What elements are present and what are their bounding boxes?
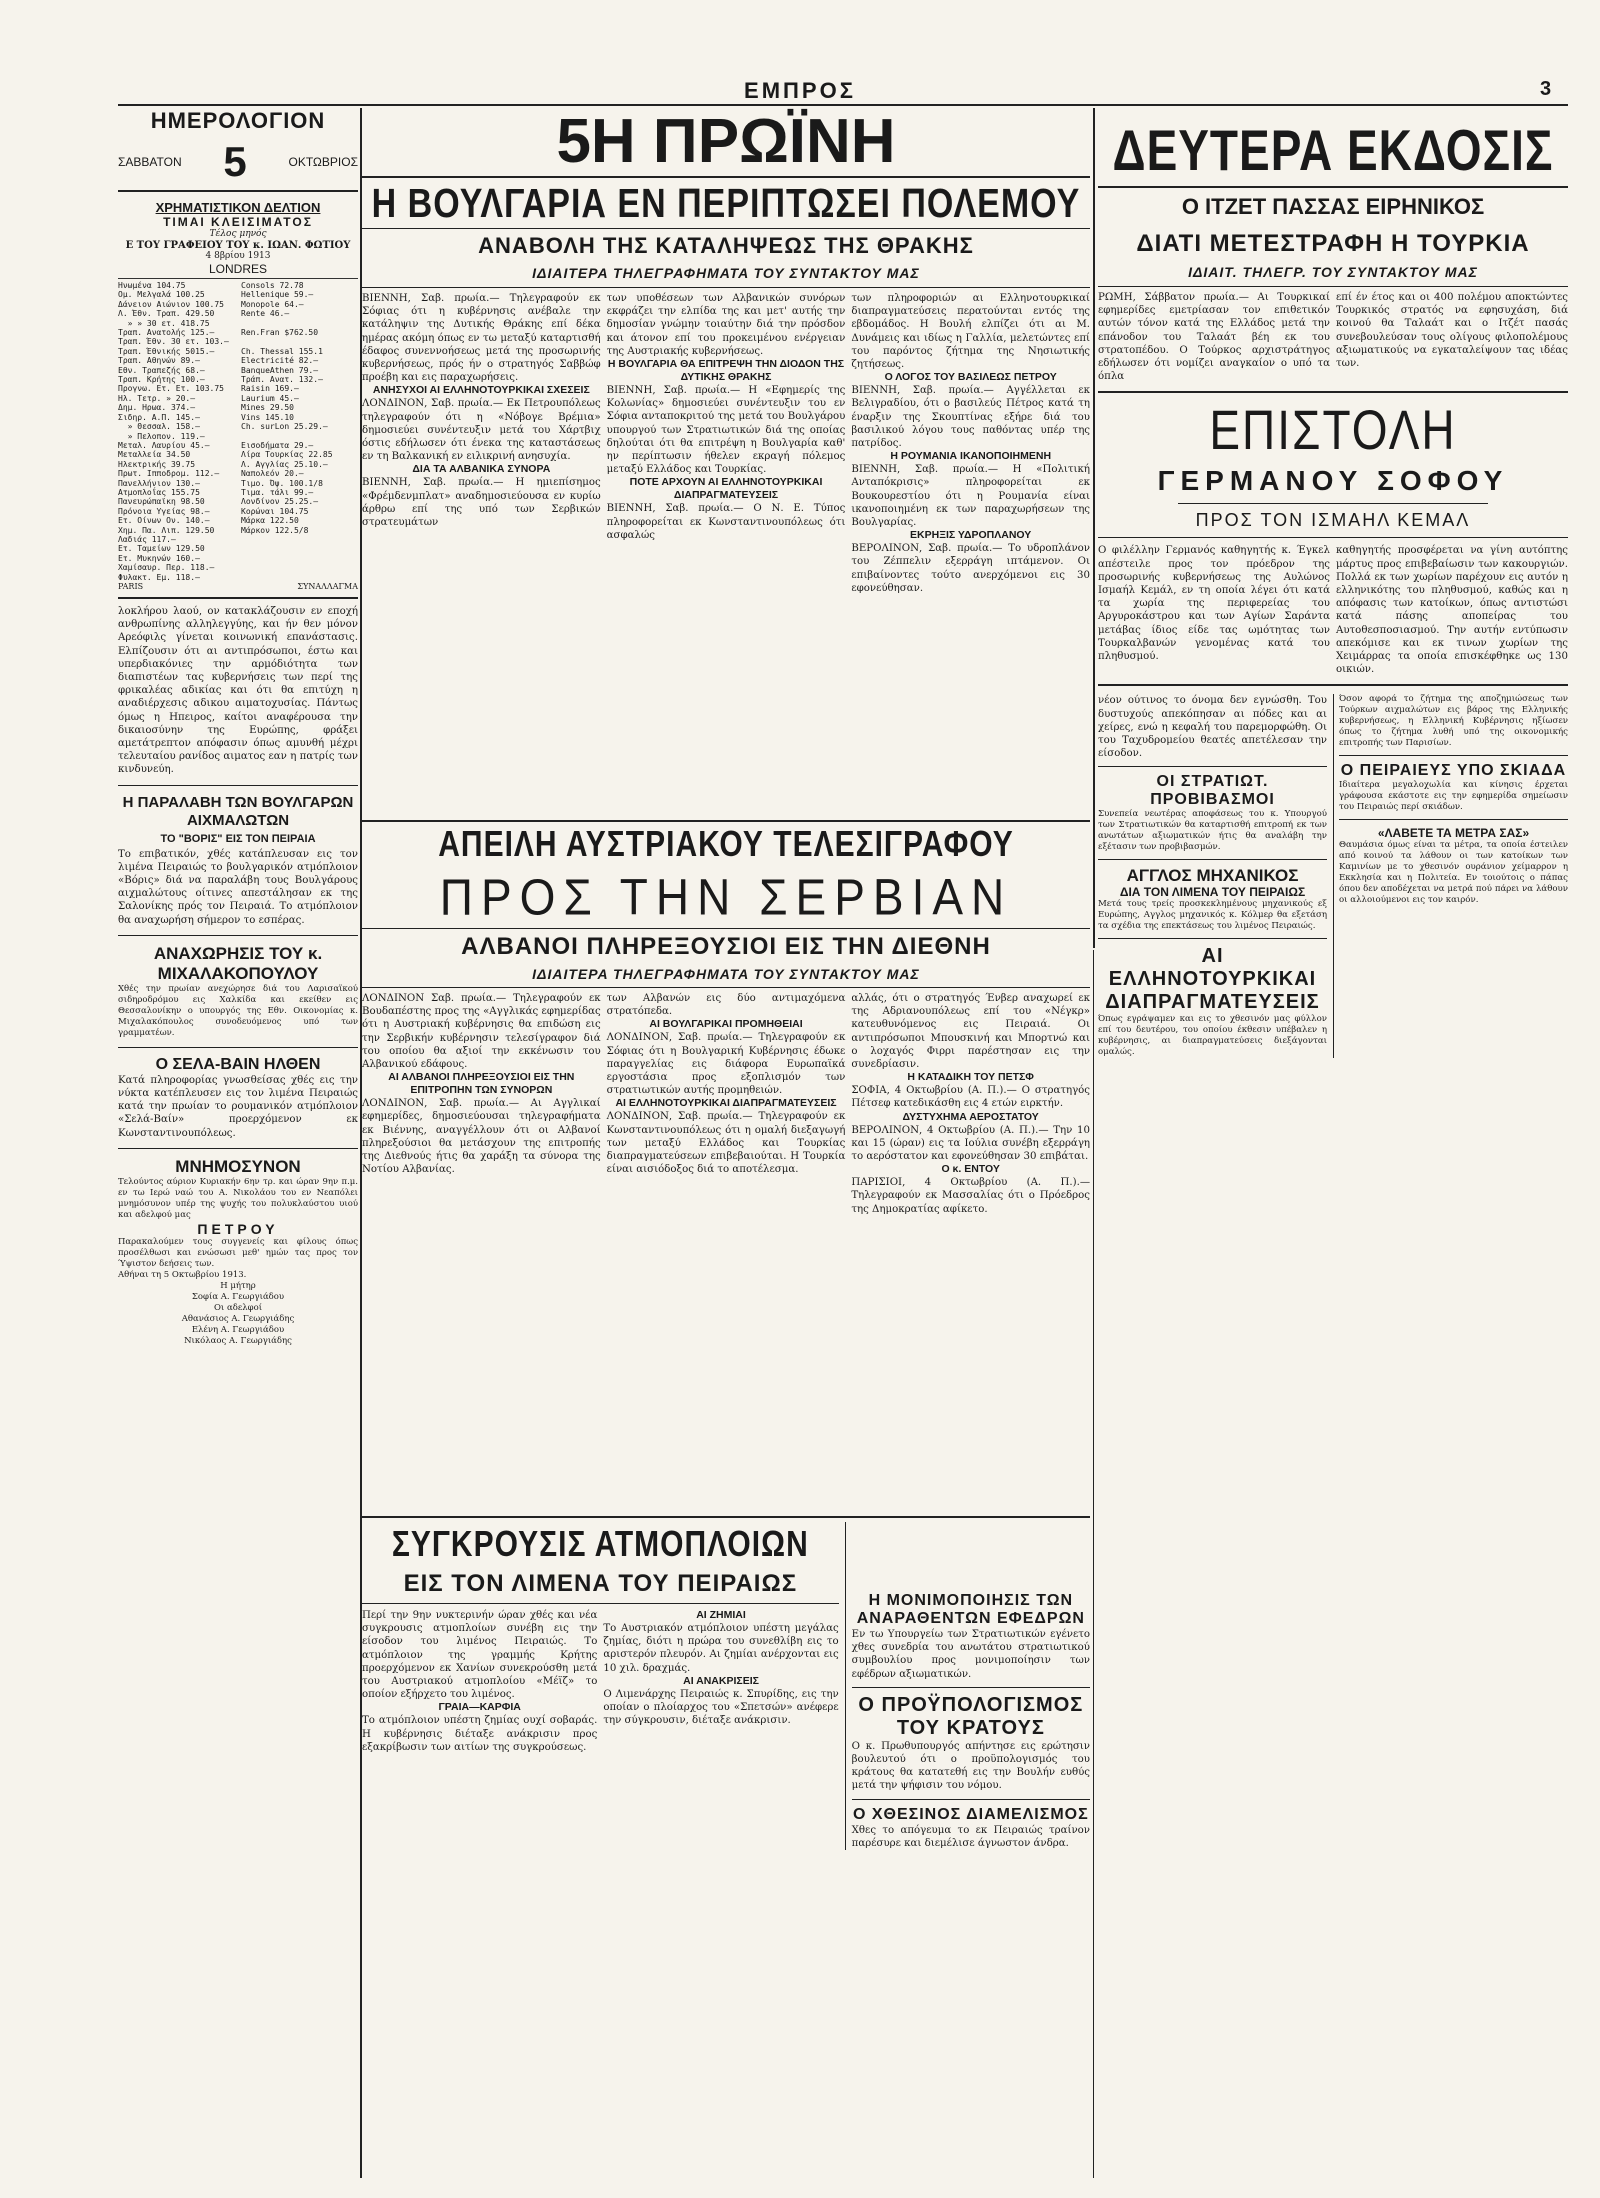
main-col-2-text-b: ΒΙΕΝΝΗ, Σαβ. πρωία.— Η «Εφημερίς της Κολωνίας» δημοσιεύει συνέντευξιν του εν Σόφια ανταποκριτού της μετά του Βουλγάρου υπουργού των Στρατιωτικών διά της οποίας δηλούται ότι θα επιτρέψη η Βουλγαρία καθ' ην περίπτωσιν ήθελεν εκραγή πόλεμος μεταξύ Ελλάδος και Τουρκίας. — [606, 385, 846, 476]
collision-story — [362, 1522, 1090, 1850]
austria-story — [362, 824, 1091, 1216]
letter-col-1: Ο φιλέλλην Γερμανός καθηγητής κ. Έγκελ απέστειλε προς τον πρόεδρον της προσωρινής κυβερνήσεως της Αυλώνος Ισμαήλ Κεμάλ, εν τη οποία λέγει ότι κατά τα χωρία της περιφερείας του Αργυροκάστρου και των Αγίων Σαράντα μετάβας ίδιος είδε τας ωμότητας των Τουρκαλβανών γενομένας κατά του πληθυσμού. — [1098, 545, 1330, 663]
main-col-2-text-c: ΒΙΕΝΝΗ, Σαβ. πρωία.— Ο Ν. Ε. Τύπος πληροφορείται εκ Κωνσταντινουπόλεως ότι ασφαλώς — [606, 503, 846, 541]
exchange-line3: 4 8βρίου 1913 — [205, 251, 271, 261]
exchange-sinallagma-label: ΣΥΝΑΛΛΑΓΜΑ — [297, 582, 358, 591]
thrace-subhead: ΑΝΑΒΟΛΗ ΤΗΣ ΚΑΤΑΛΗΨΕΩΣ ΤΗΣ ΘΡΑΚΗΣ — [478, 233, 974, 258]
column-rule-2 — [1093, 108, 1095, 948]
budget-headline: Ο ΠΡΟΫΠΟΛΟΓΙΣΜΟΣ ΤΟΥ ΚΡΑΤΟΥΣ — [858, 1693, 1084, 1739]
main-col-3 — [851, 292, 1090, 595]
sela-headline: Ο ΣΕΛΑ-ΒΑΙΝ ΗΛΘΕΝ — [155, 1055, 321, 1073]
main-col-1-text: ΒΙΕΝΝΗ, Σαβ. πρωία.— Τηλεγραφούν εκ Σόφιας ότι η κυβέρνησις ανέβαλε την κατάληψιν της Δυτικής Θράκης επί δέκα ημέρας ακόμη όπως εν τω μεταξύ καταρτισθή έδαφος συνεννοήσεως μετά της προσωρινής κυβερνήσεως, πρός ήν ο στρατηγός Σαββώφ προέβη και εις παραχωρήσεις. — [362, 293, 601, 384]
main-col-1-text-b: ΛΟΝΔΙΝΟΝ, Σαβ. πρωία.— Εκ Πετρουπόλεως τηλεγραφούν ότι η «Νόβογε Βρέμια» δημοσιεύει συνέντευξιν μετά του Χάρτβιχ όστις εδήλωσεν ότι ένεκα της καταστάσεως εν τη Βαλκανική εν ειλικρινή ανησυχία. — [362, 398, 601, 463]
memorial-date: Αθήναι τη 5 Οκτωβρίου 1913. — [118, 1269, 247, 1280]
dismemberment-text: Χθες το απόγευμα το εκ Πειραιώς τραίνον παρέσυρε και διεμέλισε άγνωστον άνδρα. — [851, 1824, 1090, 1849]
right-column — [1098, 108, 1568, 1058]
divider — [118, 935, 358, 936]
austria-top-rule — [362, 820, 1090, 822]
letter-col-2: καθηγητής προσφέρεται να γίνη αυτόπτης μάρτυς προς επιβεβαίωσιν των κακουργιών. Πολλά εκ των χωρίων παρέχουν εις αυτόν η ελληνικότης του πληθυσμού, καθώς και η απόφασις των κατοίκων, όπως αντιστώσι κατά πάσης αποπείρας του Αυτοθεσποσιασμού. Την αυτήν εντύπωσιν απεκόμισε και εκ τινων χωρίων της Χειμάρρας τα οποία επισκέφθηκε ως 130 οικιών. — [1336, 545, 1568, 676]
austria-col-1-text-b: ΛΟΝΔΙΝΟΝ, Σαβ. πρωία.— Αι Αγγλικαί εφημερίδες, δημοσιεύουσαι τηλεγραφήματα εκ Βιέννης, αναγγέλλουν ότι οι Αλβανοί πληρεξούσιοι θα μετάσχουν της επιτροπής της Διεθνούς ήτις θα χαράξη τα σύνορα της Νοτίου Αλβανίας. — [362, 1098, 601, 1176]
main-col-3-head-3: ΕΚΡΗΞΙΣ ΥΔΡΟΠΛΑΝΟΥ — [910, 529, 1032, 542]
prisoners-compensation-text: Όσον αφορά το ζήτημα της αποζημιώσεως των Τούρκων αιχμαλώτων εις βάρος της Ελληνικής κυβερνήσεως, η Ελληνική Κυβέρνησις ηξίωσεν όπως το ζήτημα λυθή υπό της οικονομικής επιτροπής των Παρισίων. — [1339, 694, 1568, 749]
departure-article: Χθές την πρωίαν ανεχώρησε διά του Λαρισαϊκού σιδηροδρόμου εις Χαλκίδα και εκείθεν εις Θεσσαλονίκην ο υπουργός της Εθν. Οικονομίας κ. Μιχαλακόπουλος συνοδευόμενος υπό των γραμματέων. — [118, 983, 358, 1038]
turkey-columns — [1098, 291, 1568, 383]
collision-col-2-head: ΑΙ ΖΗΜΙΑΙ — [696, 1609, 746, 1621]
divider — [118, 1148, 358, 1149]
exchange-line2: Ε ΤΟΥ ΓΡΑΦΕΙΟΥ ΤΟΥ κ. ΙΩΑΝ. ΦΩΤΙΟΥ — [125, 240, 351, 251]
collision-col-1-head: ΓΡΑΙΑ—ΚΑΡΦΙΑ — [438, 1701, 521, 1714]
memorial-name: ΠΕΤΡΟΥ — [197, 1220, 279, 1237]
memorial-signatories: Η μήτηρ Σοφία Α. Γεωργιάδου Οι αδελφοί Αθανάσιος Α. Γεωργιάδης Ελένη Α. Γεωργιάδου Νικόλαος Α. Γεωργιάδης — [181, 1280, 295, 1346]
rule — [1098, 766, 1327, 767]
letter-headline: ΕΠΙΣΤΟΛΗ — [1209, 399, 1457, 462]
izzet-headline: Ο ΙΤΖΕΤ ΠΑΣΣΑΣ ΕΙΡΗΝΙΚΟΣ — [1181, 194, 1485, 219]
left-column — [118, 108, 358, 1347]
letter-columns — [1098, 544, 1568, 676]
collision-col-1 — [362, 1609, 597, 1754]
rule — [362, 176, 1090, 178]
right-lower-columns — [1098, 694, 1568, 1058]
rule — [1098, 391, 1568, 393]
calendar-title: ΗΜΕΡΟΛΟΓΙΟΝ — [150, 108, 326, 133]
epirus-article: λοκλήρου λαού, ον κατακλάζουσιν εν εποχή ανθρωπίνης αλληλεγγύης, και ήν θεν μόνον Αρεόφιλς γίνεται κοινωνική επανάστασις. Ελπίζουσιν ότι αι αντιπρόσωποι, έστω και υπερδιακόνιες την αρμόδιότητα των διαπιστέων τας κυβερνήσεις των περί της φρικαλέας αδικίας και ότι θα επιτύχη η αναδιέρχεσις αδικου αιματοχυσίας. Πάντως όμως η Ηπειρος, καίτοι αναφέρουσα την δικαιοσύνην της Ευρώπης, φράξει αμετάτρεπτον απόφασιν όπως αμυνθή μέχρι τελευταίου ρανίδος αιματος εαν η πατρίς των κινδυνεύη. — [118, 606, 358, 776]
austria-col-3-head-3: Ο κ. ΕΝΤΟΥ — [941, 1163, 1000, 1176]
main-col-1-text-c: ΒΙΕΝΝΗ, Σαβ. πρωία.— Η ημιεπίσημος «Φρέμδενμπλατ» αναδημοσιεύουσα εν κυρίω άρθρω επί της υπό των Σερβικών στρατευμάτων — [362, 477, 601, 529]
departure-headline: ΑΝΑΧΩΡΗΣΙΣ ΤΟΥ κ. ΜΙΧΑΛΑΚΟΠΟΥΛΟΥ — [153, 943, 323, 983]
collision-subhead: ΕΙΣ ΤΟΝ ΛΙΜΕΝΑ ΤΟΥ ΠΕΙΡΑΙΩΣ — [403, 1570, 798, 1597]
collision-layout — [362, 1522, 1090, 1850]
engineer-subhead: ΔΙΑ ΤΟΝ ΛΙΜΕΝΑ ΤΟΥ ΠΕΙΡΑΙΩΣ — [1119, 885, 1306, 900]
turkey-col-2: επί έν έτος και οι 400 πολέμου αποκτώντες Τουρκικός στρατός να εφησυχάση, διά κοινού θα Ταλαάτ και ο Ιτζέτ πασάς συνεβουλεύσαν τους ολίγους φιλοπολέμους αξιωματικούς να εγκαταλείψουν τας ιδέας των. — [1336, 292, 1568, 370]
austria-telegrams-label: ΙΔΙΑΙΤΕΡΑ ΤΗΛΕΓΡΑΦΗΜΑΤΑ ΤΟΥ ΣΥΝΤΑΚΤΟΥ ΜΑΣ — [532, 966, 920, 982]
top-rule — [118, 104, 1568, 106]
main-col-3-text-c: ΒΙΕΝΝΗ, Σαβ. πρωία.— Η «Πολιτική Ανταπόκρισις» πληροφορείται εκ Βουκουρεστίου ότι η Ρουμανία είναι ικανοποιημένη εκ των παραχωρήσεων της Βουλγαρίας. — [851, 464, 1091, 529]
piraeus-text: Ιδιαίτερα μεγαλοχωλία και κίνησις έρχεται γράφουσα εκάστοτε εις την εφημερίδα σημείωσιν του Πειραιώς περί σκιάδων. — [1339, 780, 1568, 813]
promotions-text: Συνεπεία νεωτέρας αποφάσεως του κ. Υπουργού των Στρατιωτικών θα καταρτισθή επιτροπή εκ των ανωτάτων αξιωματικών ήτις θα αναλάβη την εξέτασιν των προβιβασμών. — [1098, 809, 1327, 853]
collision-headline: ΣΥΓΚΡΟΥΣΙΣ ΑΤΜΟΠΛΟΙΩΝ — [391, 1524, 809, 1565]
turkey-headline: ΔΙΑΤΙ ΜΕΤΕΣΤΡΑΦΗ Η ΤΟΥΡΚΙΑ — [1136, 230, 1530, 257]
exchange-paris-label: PARIS — [118, 582, 144, 591]
engineer-text: Μετά τους τρείς προσκεκλημένους μηχανικούς εξ Ευρώπης, Αγγλος μηχανικός κ. Κόλμερ θα εξετάση τα σχέδια της επεκτάσεως του λιμένος Πειραιώς. — [1098, 899, 1327, 932]
rule — [1098, 286, 1568, 287]
quote-text: Θαυμάσια όμως είναι τα μέτρα, τα οποία έστειλεν από κοινού τα λάθουν οι των κατοίκων των Καμινίων με το χθεσινόν ουράνιον χείμαρρον η Εκκλησία και η Πολιτεία. Εν τοιούτοις ο πάπας όπου δεν αποδέχεται να μετρά πού πάρει να λάθουν οι αλλοιούμενοι εις τον καιρόν. — [1339, 840, 1568, 906]
exchange-london-label: LONDRES — [208, 262, 267, 276]
collision-col-1-text-b: Το ατμόπλοιον υπέστη ζημίας ουχί σοβαράς. Η κυβέρνησις διέταξε ανάκρισιν προς εξακρίβωσιν των αιτίων της συγκρούσεως. — [362, 1715, 598, 1753]
prisoners-headline: Η ΠΑΡΑΛΑΒΗ ΤΩΝ ΒΟΥΛΓΑΡΩΝ ΑΙΧΜΑΛΩΤΩΝ — [122, 793, 354, 829]
divider — [118, 785, 358, 786]
main-col-2-head: Η ΒΟΥΛΓΑΡΙΑ ΘΑ ΕΠΙΤΡΕΨΗ ΤΗΝ ΔΙΟΔΟΝ ΤΗΣ ΔΥΤΙΚΗΣ ΘΡΑΚΗΣ — [607, 358, 845, 384]
page-number: 3 — [1540, 78, 1552, 100]
accident-text: νέον ούτινος το όνομα δεν εγνώσθη. Του δυστυχούς απεκόπησαν αι πόδες και αι χείρες, ενώ η κεφαλή του παρεμορφώθη. Οι του Ταχυδρομείου θεατές απετέλεσαν την είσοδον. — [1098, 695, 1327, 760]
exchange-col-athens: Ηνωμένα 104.75 Ομ. Μελγαλά 100.25 Δάνειον Αιώνιον 100.75 Λ. Έθν. Τραπ. 429.50 » » 30 ετ. 418.75 Τραπ. Ανατολής 125.— Τραπ. Έθν. 30 ετ. 103.— Τραπ. Έθνικής 5015.— Τραπ. Αθηνών 89.— Εθν. Τραπεζής 68.— Τραπ. Κρήτης 100.— Προγνω. Ετ. Ετ. 103.75 Ηλ. Τετρ. » 20.— Δημ. Ηρωα. 374.— Σιδηρ. Α.Π. 145.— » Θεσσαλ. 158.— » Πελοπον. 119.— Μεταλ. Λαυρίου 45.— Μεταλλεία 34.50 Ηλεκτρικής 39.75 Πρωτ. Ιπποδρομ. 112.— Πανελλήνιον 130.— Ατμοπλοΐας 155.75 Πανευρώπαϊκη 98.50 Πρόνοια Υγείας 98.— Ετ. Οίνων Ον. 140.— Χημ. Πα. Λιπ. 129.50 Λαδιάς 117.— Ετ. Ταμείων 129.50 Ετ. Μυκηνών 160.— Χαμίσαυρ. Περ. 118.— Φυλακτ. Εμ. 118.— — [118, 281, 229, 582]
main-story — [362, 108, 1090, 595]
telegrams-label: ΙΔΙΑΙΤΕΡΑ ΤΗΛΕΓΡΑΦΗΜΑΤΑ ΤΟΥ ΣΥΝΤΑΚΤΟΥ ΜΑΣ — [532, 265, 920, 281]
column-rule-2b — [1093, 950, 1094, 2178]
main-col-1 — [362, 292, 601, 595]
austria-col-1-text: ΛΟΝΔΙΝΟΝ Σαβ. πρωία.— Τηλεγραφούν εκ Βουδαπέστης προς της «Αγγλικάς εφημερίδας ότι η Αυστριακή κυβέρνησις θα επιδώση εις την Σερβικήν κυβέρνησιν τελεσίγραφον διά του οποίου θα αξιοί την εκκένωσιν του Αλβανικού εδάφους. — [362, 993, 601, 1071]
calendar-date-number: 5 — [223, 138, 247, 185]
rule — [362, 1603, 839, 1604]
austria-col-3-text-c: ΒΕΡΟΛΙΝΟΝ, 4 Οκτωβρίου (Α. Π.).— Την 10 και 15 (ώραν) εις τα Ιούλια συνέβη εξερράγη το αερόστατον και εφονεύθησαν 30 επιβάται. — [851, 1124, 1091, 1163]
budget-text: Ο κ. Πρωθυπουργός απήντησε εις ερώτησιν βουλευτού ότι ο προϋπολογισμός του κράτους θα κατατεθή εις την Βουλήν ευθύς μετά την ψήφισιν του νόμου. — [851, 1740, 1090, 1792]
rule — [1098, 684, 1568, 686]
main-story-columns — [362, 292, 1090, 595]
collision-top-rule — [362, 1516, 1090, 1518]
austria-col-2-head-2: ΑΙ ΕΛΛΗΝΟΤΟΥΡΚΙΚΑΙ ΔΙΑΠΡΑΓΜΑΤΕΥΣΕΙΣ — [615, 1097, 837, 1110]
rule — [1098, 938, 1327, 939]
reservists-headline: Η ΜΟΝΙΜΟΠΟΙΗΣΙΣ ΤΩΝ ΑΝΑΡΑΘΕΝΤΩΝ ΕΦΕΔΡΩΝ — [856, 1592, 1085, 1627]
calendar-day: ΣΑΒΒΑΤΟΝ — [118, 155, 182, 169]
serbia-headline: ΠΡΟΣ ΤΗΝ ΣΕΡΒΙΑΝ — [439, 868, 1013, 926]
collision-main — [362, 1522, 845, 1850]
exchange-col-foreign: Consols 72.78 Hellenique 59.— Monopole 64.— Rente 46.— Ren.Fran $762.50 Ch. Thessal 155.1 Electricité 82.— BanqueAthen 79.— Τράπ. Ανατ. 132.— Raisin 169.— Laurium 45.— Mines 29.50 Vins 145.10 Ch. surLon 25.29.— Εισοδήματα 29.— Λίρα Τουρκίας 22.85 Λ. Αγγλίας 25.10.— Ναπολεόν 20.— Τιμο. Όψ. 100.1/8 Τιμα. τάλι 99.— Λονδίνον 25.25.— Κορώναι 104.75 Μάρκα 122.50 Μάρκον 122.5/8 — [241, 281, 333, 535]
austria-col-2-head: ΑΙ ΒΟΥΛΓΑΡΙΚΑΙ ΠΡΟΜΗΘΕΙΑΙ — [649, 1018, 803, 1031]
main-col-2-text: των υποθέσεων των Αλβανικών συνόρων εκφράζει την ελπίδα της και μετ' αυτής την δημοσίαν γνώμην τοιαύτην διά την πρόσδον και άτονον επί του προκειμένου ενέργειαν της Αυστριακής κυβερνήσεως. — [606, 293, 846, 357]
austria-headline: ΑΠΕΙΛΗ ΑΥΣΤΡΙΑΚΟΥ ΤΕΛΕΣΙΓΡΑΦΟΥ — [438, 824, 1014, 865]
austria-col-3-text-b: ΣΟΦΙΑ, 4 Οκτωβρίου (Α. Π.).— Ο στρατηγός Πέτσεφ κατεδικάσθη εις 4 ετών ειρκτήν. — [851, 1085, 1091, 1110]
collision-col-2-head-2: ΑΙ ΑΝΑΚΡΙΣΕΙΣ — [683, 1674, 759, 1687]
divider — [118, 1047, 358, 1048]
exchange-subtitle: ΤΙΜΑΙ ΚΛΕΙΣΙΜΑΤΟΣ — [163, 215, 313, 229]
prisoners-article: Το επιβατικόν, χθές κατάπλευσαν εις τον λιμένα Πειραιώς το βουλγαρικόν ατμόπλοιον «Βόρις» διά να παραλάβη τους Βουλγάρους αιχμαλώτους οίτινες απεστάλησαν εκ της Σαλονίκης πρός τον Πειραιά. Το ατμόπλοιον θα αναχωρήση σήμερον το εσπέρας. — [118, 848, 358, 926]
albanian-subhead: ΑΛΒΑΝΟΙ ΠΛΗΡΕΞΟΥΣΙΟΙ ΕΙΣ ΤΗΝ ΔΙΕΘΝΗ — [461, 933, 991, 960]
rule — [362, 928, 1090, 929]
rule — [1339, 755, 1568, 756]
exchange-title: ΧΡΗΜΑΤΙΣΤΙΚΟΝ ΔΕΛΤΙΟΝ — [155, 200, 321, 215]
rule — [1339, 819, 1568, 820]
collision-col-2-text: Το Αυστριακόν ατμόπλοιον υπέστη μεγάλας ζημίας, διότι η πρώρα του συνεθλίβη εις το αριστερόν πλευρόν. Αι ζημίαι ανέρχονται εις 10 χιλ. δραχμάς. — [603, 1623, 839, 1674]
rule — [1098, 537, 1568, 538]
austria-col-1-head: ΑΙ ΑΛΒΑΝΟΙ ΠΛΗΡΕΞΟΥΣΙΟΙ ΕΙΣ ΤΗΝ ΕΠΙΤΡΟΠΗΝ ΤΩΝ ΣΥΝΟΡΩΝ — [388, 1071, 575, 1097]
engineer-headline: ΑΓΓΛΟΣ ΜΗΧΑΝΙΚΟΣ — [1126, 866, 1299, 886]
austria-col-2-text-b: ΛΟΝΔΙΝΟΝ, Σαβ. πρωία.— Τηλεγραφούν εκ Σόφιας ότι η Βουλγαρική Κυβέρνησις έδωκε παραγγελίας εις διάφορα Ευρωπαϊκά εργοστάσια προς εξοπλισμόν των στρατιωτικών αυτής προμηθειών. — [606, 1032, 846, 1097]
collision-col-2-text-b: Ο Λιμενάρχης Πειραιώς κ. Σπυρίδης, εις την οποίαν ο πλοίαρχος του «Σπετσών» ανέφερε την σύγκρουσιν, διέταξε ανάκρισιν. — [603, 1688, 839, 1727]
collision-side — [845, 1522, 1090, 1850]
exchange-table — [118, 281, 358, 582]
rule — [852, 1799, 1090, 1800]
austria-col-2 — [607, 992, 846, 1216]
right-lower-col-1 — [1098, 694, 1327, 1058]
austria-col-2-text: των Αλβανών εις δύο αντιμαχόμενα στρατόπεδα. — [606, 993, 846, 1018]
second-edition-headline: ΔΕΥΤΕΡΑ ΕΚΔΟΣΙΣ — [1112, 117, 1554, 183]
collision-col-2 — [603, 1609, 838, 1754]
promotions-headline: ΟΙ ΣΤΡΑΤΙΩΤ. ΠΡΟΒΙΒΑΣΜΟΙ — [1150, 773, 1275, 809]
main-col-3-text-b: ΒΙΕΝΝΗ, Σαβ. πρωία.— Αγγέλλεται εκ Βελιγραδίου, ότι ο βασιλεύς Πέτρος κατά τη έναρξιν της Σκουπτίνας εξήρε διά του βασιλικού λόγου τους παθόντας υπέρ της πατρίδος. — [851, 385, 1091, 450]
memorial-text: Τελούντος αύριον Κυριακήν 6ην τρ. και ώραν 9ην π.μ. εν τω Ιερώ ναώ του Α. Νικολάου του εν Νεαπόλει μνημόσυνον υπέρ της ψυχής του πολυκλαύστου υιού και αδελφού μας — [118, 1176, 358, 1220]
right-telegrams-label: ΙΔΙΑΙΤ. ΤΗΛΕΓΡ. ΤΟΥ ΣΥΝΤΑΚΤΟΥ ΜΑΣ — [1188, 264, 1478, 280]
rule — [1178, 503, 1488, 504]
main-col-3-head-2: Η ΡΟΥΜΑΝΙΑ ΙΚΑΝΟΠΟΙΗΜΕΝΗ — [890, 450, 1052, 463]
austria-col-1 — [362, 992, 601, 1216]
exchange-end-rule — [118, 597, 358, 599]
memorial-text-2: Παρακαλούμεν τους συγγενείς και φίλους όπως προσέλθωσι και ενώσωσι μεθ' ημών τας προς τον Ύψιστον δεήσεις των. — [118, 1236, 358, 1269]
german-scholar-headline: ΓΕΡΜΑΝΟΥ ΣΟΦΟΥ — [1157, 465, 1509, 497]
calendar-month: ΟΚΤΩΒΡΙΟΣ — [288, 155, 358, 169]
main-col-2-head-2: ΠΟΤΕ ΑΡΧΟΥΝ ΑΙ ΕΛΛΗΝΟΤΟΥΡΚΙΚΑΙ ΔΙΑΠΡΑΓΜΑΤΕΥΣΕΙΣ — [629, 476, 823, 502]
dismemberment-headline: Ο ΧΘΕΣΙΝΟΣ ΔΙΑΜΕΛΙΣΜΟΣ — [852, 1805, 1089, 1823]
to-ismail-headline: ΠΡΟΣ ΤΟΝ ΙΣΜΑΗΛ ΚΕΜΑΛ — [1195, 510, 1471, 531]
sela-article: Κατά πληροφορίας γνωσθείσας χθές εις την νύκτα κατέπλευσεν εις τον λιμένα Πειραιώς κατά την πρωίαν το ρουμανικόν ατμόπλοιον «Σελά-Βαίν» προερχόμενον εκ Κωνσταντινουπόλεως. — [118, 1074, 358, 1139]
rule — [1098, 186, 1568, 188]
piraeus-headline: Ο ΠΕΙΡΑΙΕΥΣ ΥΠΟ ΣΚΙΑΔΑ — [1340, 762, 1567, 780]
austria-col-3-text-d: ΠΑΡΙΣΙΟΙ, 4 Οκτωβρίου (Α. Π.).— Τηλεγραφούν εκ Μασσαλίας ότι ο Πρόεδρος της Δημοκρατίας αφίκετο. — [851, 1177, 1091, 1215]
main-col-3-head: Ο ΛΟΓΟΣ ΤΟΥ ΒΑΣΙΛΕΩΣ ΠΕΤΡΟΥ — [884, 371, 1057, 384]
newspaper-masthead: ΕΜΠΡΟΣ — [744, 78, 856, 103]
quote-headline: «ΛΑΒΕΤΕ ΤΑ ΜΕΤΡΑ ΣΑΣ» — [1377, 826, 1530, 841]
austria-col-3-head-2: ΔΥΣΤΥΧΗΜΑ ΑΕΡΟΣΤΑΤΟΥ — [902, 1110, 1039, 1123]
edition-headline: 5Η ΠΡΩΪΝΗ — [556, 107, 896, 176]
negotiations-headline: ΑΙ ΕΛΛΗΝΟΤΟΥΡΚΙΚΑΙ ΔΙΑΠΡΑΓΜΑΤΕΥΣΕΙΣ — [1105, 945, 1320, 1014]
collision-columns — [362, 1609, 839, 1754]
rule — [362, 987, 1090, 988]
main-col-3-text: των πληροφοριών αι Ελληνοτουρκικαί διαπραγματεύσεις περατούνται εντός της εβδομάδος. Η Βουλή ελπίζει ότι αι Μ. Δυνάμεις και ιδίως η Γαλλία, μελετώντες επί του παρόντος ζήτημα της Νησιωτικής ζητήσεως. — [851, 293, 1091, 371]
rule — [362, 287, 1090, 288]
main-col-2 — [607, 292, 846, 595]
memorial-headline: ΜΝΗΜΟΣΥΝΟΝ — [175, 1156, 301, 1176]
exchange-line1: Τέλος μηνός — [209, 229, 267, 239]
turkey-col-1: ΡΩΜΗ, Σάββατον πρωία.— Αι Τουρκικαί εφημερίδες εμετρίασαν τον επιθετικόν αυτών τόνον κατά της Ελλάδος μετά την επάνοδον του Ταλαάτ βέη εκ του στρατοπέδου. Ο Τούρκος αρχιστράτηγος εδήλωσεν ότι νομίζει αναγκαίον ο υπό τα όπλα — [1098, 292, 1330, 383]
austria-col-3-text: αλλάς, ότι ο στρατηγός Ένβερ αναχωρεί εκ της Αδριανουπόλεως επί του «Νέγκρ» κατευθυνόμενος εις Πειραιά. Οι αντιπρόσωποι Μπουσκινή και Μπορτνώ και ο λοχαγός Φιρρι παρέστησαν εις την συνεδρίασιν. — [851, 993, 1091, 1071]
exchange-labels — [118, 582, 358, 591]
exchange-rule — [118, 278, 358, 279]
calendar-rule — [118, 190, 358, 192]
collision-col-1-text: Περί την 9ην νυκτερινήν ώραν χθές και νέα συγκρουσις ατμοπλοίων συνέβη εις την είσοδον του λιμένος Πειραιώς. Το ατμόπλοιον της γραμμής Κρήτης προερχόμενον εκ Χανίων συνεκρούσθη μετά του Αυστριακού ατμοπλοίου «Μέϊζ» το οποίον εξήρχετο του λιμένος. — [362, 1610, 598, 1701]
rule — [852, 1687, 1090, 1688]
main-col-1-head-2: ΔΙΑ ΤΑ ΑΛΒΑΝΙΚΑ ΣΥΝΟΡΑ — [412, 463, 551, 476]
prisoners-subhead: ΤΟ "ΒΟΡΙΣ" ΕΙΣ ΤΟΝ ΠΕΙΡΑΙΑ — [160, 832, 316, 845]
austria-col-2-text-c: ΛΟΝΔΙΝΟΝ, Σαβ. πρωία.— Τηλεγραφούν εκ Κωνσταντινουπόλεως ότι η ομαλή διεξαγωγή των μεταξύ Ελλάδος και Τουρκίας διαπραγματεύσεων επιβεβαιούται. Η Τουρκία είναι αισιόδοξος διά το αποτέλεσμα. — [606, 1111, 846, 1176]
austria-columns — [362, 992, 1090, 1216]
reservists-text: Εν τω Υπουργείω των Στρατιωτικών εγένετο χθες συνεδρία του ανωτάτου στρατιωτικού συμβουλίου προς μονιμοποίησιν των εφέδρων αξιωματικών. — [851, 1629, 1090, 1680]
main-col-3-text-d: ΒΕΡΟΛΙΝΟΝ, Σαβ. πρωία.— Το υδροπλάνον του Ζέππελιν εξερράγη ιπτάμενον. Οι επιβαίνοντες τούτο ανερχόμενοι εις 30 εφονεύθησαν. — [851, 543, 1091, 594]
main-col-1-head: ΑΝΗΣΥΧΟΙ ΑΙ ΕΛΛΗΝΟΤΟΥΡΚΙΚΑΙ ΣΧΕΣΕΙΣ — [372, 384, 590, 397]
austria-col-3 — [851, 992, 1090, 1216]
austria-col-3-head: Η ΚΑΤΑΔΙΚΗ ΤΟΥ ΠΕΤΣΦ — [907, 1071, 1034, 1084]
bulgaria-headline: Η ΒΟΥΛΓΑΡΙΑ ΕΝ ΠΕΡΙΠΤΩΣΕΙ ΠΟΛΕΜΟΥ — [371, 181, 1081, 227]
rule — [1098, 859, 1327, 860]
negotiations-text: Όπως εγράψαμεν και εις το χθεσινόν μας φύλλον επί του δευτέρου, του οποίου έκθεσιν υπέβαλεν η κυβέρνησις, αι διαπραγματεύσεις διεξάγονται ομαλώς. — [1098, 1014, 1327, 1058]
right-lower-col-2 — [1333, 694, 1568, 1058]
calendar-date-row — [118, 138, 358, 186]
rule — [362, 228, 1090, 229]
